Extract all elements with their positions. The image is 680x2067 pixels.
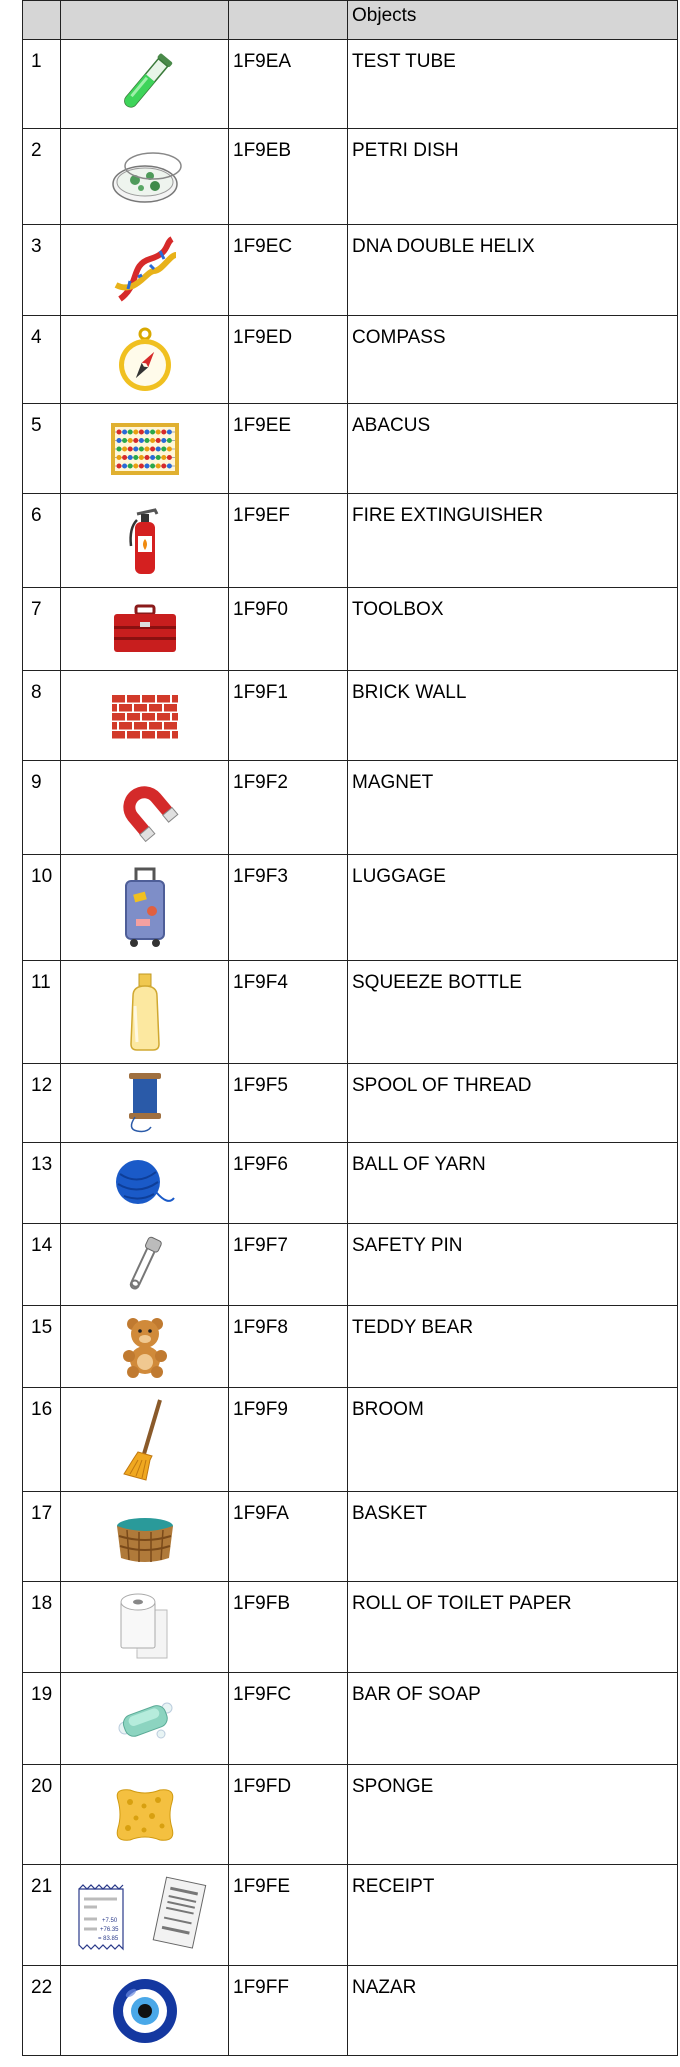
table-row <box>23 316 678 404</box>
teddy-bear-icon <box>117 1316 173 1378</box>
code-cell: 1F9FE <box>229 1865 348 1966</box>
name-cell: ROLL OF TOILET PAPER <box>348 1582 678 1673</box>
table-row <box>23 961 678 1064</box>
table-row <box>23 1388 678 1492</box>
receipt-line-2: +76.35 <box>99 1927 119 1933</box>
toilet-paper-icon <box>115 1592 175 1662</box>
code-cell: 1F9EA <box>229 40 348 129</box>
row-number: 10 <box>23 855 61 961</box>
row-number: 17 <box>23 1492 61 1582</box>
table-row <box>23 1582 678 1673</box>
code-cell: 1F9FC <box>229 1673 348 1765</box>
row-number: 4 <box>23 316 61 404</box>
code-cell: 1F9F8 <box>229 1306 348 1388</box>
row-number: 20 <box>23 1765 61 1865</box>
code-cell: 1F9F7 <box>229 1224 348 1306</box>
receipt-line-3: = 83.85 <box>97 1936 118 1942</box>
luggage-icon <box>122 867 168 949</box>
table-row <box>23 855 678 961</box>
row-number: 9 <box>23 761 61 855</box>
row-number: 21 <box>23 1865 61 1966</box>
toolbox-icon <box>112 604 178 654</box>
code-cell: 1F9FA <box>229 1492 348 1582</box>
table-row <box>23 225 678 316</box>
dna-icon <box>110 235 180 305</box>
table-row <box>23 1966 678 2056</box>
table-row <box>23 1143 678 1224</box>
safety-pin-icon <box>125 1235 165 1295</box>
table-row <box>23 761 678 855</box>
broom-icon <box>120 1398 170 1482</box>
table-row <box>23 1064 678 1143</box>
table-row <box>23 494 678 588</box>
name-cell: BRICK WALL <box>348 671 678 761</box>
name-cell: NAZAR <box>348 1966 678 2056</box>
name-cell: TEST TUBE <box>348 40 678 129</box>
row-number: 18 <box>23 1582 61 1673</box>
code-cell: 1F9F3 <box>229 855 348 961</box>
magnet-icon <box>110 773 180 843</box>
table-row <box>23 671 678 761</box>
row-number: 7 <box>23 588 61 671</box>
name-cell: MAGNET <box>348 761 678 855</box>
row-number: 13 <box>23 1143 61 1224</box>
squeeze-bottle-icon <box>125 972 165 1052</box>
code-cell: 1F9F4 <box>229 961 348 1064</box>
name-cell: FIRE EXTINGUISHER <box>348 494 678 588</box>
receipt-line-1: +7.50 <box>101 1918 117 1924</box>
header-code <box>229 1 348 40</box>
code-cell: 1F9FD <box>229 1765 348 1865</box>
table-row <box>23 404 678 494</box>
name-cell: DNA DOUBLE HELIX <box>348 225 678 316</box>
code-cell: 1F9F6 <box>229 1143 348 1224</box>
name-cell: SQUEEZE BOTTLE <box>348 961 678 1064</box>
test-tube-icon <box>108 48 182 120</box>
name-cell: TOOLBOX <box>348 588 678 671</box>
name-cell: TEDDY BEAR <box>348 1306 678 1388</box>
name-cell: BAR OF SOAP <box>348 1673 678 1765</box>
row-number: 3 <box>23 225 61 316</box>
row-number: 16 <box>23 1388 61 1492</box>
sponge-icon <box>110 1784 180 1846</box>
basket-icon <box>113 1510 177 1564</box>
code-cell: 1F9F2 <box>229 761 348 855</box>
objects-table <box>22 0 678 2056</box>
row-number: 11 <box>23 961 61 1064</box>
row-number: 6 <box>23 494 61 588</box>
table-row <box>23 588 678 671</box>
soap-icon <box>111 1694 179 1744</box>
name-cell: PETRI DISH <box>348 129 678 225</box>
yarn-icon <box>112 1156 178 1210</box>
name-cell: LUGGAGE <box>348 855 678 961</box>
table-row <box>23 1492 678 1582</box>
row-number: 22 <box>23 1966 61 2056</box>
receipt-icon <box>75 1875 215 1955</box>
fire-extinguisher-icon <box>125 506 165 576</box>
header-objects: Objects <box>348 1 678 40</box>
name-cell: BASKET <box>348 1492 678 1582</box>
row-number: 1 <box>23 40 61 129</box>
row-number: 5 <box>23 404 61 494</box>
header-row <box>23 1 678 40</box>
table-row <box>23 1865 678 1966</box>
name-cell: BROOM <box>348 1388 678 1492</box>
row-number: 14 <box>23 1224 61 1306</box>
row-number: 12 <box>23 1064 61 1143</box>
name-cell: SPOOL OF THREAD <box>348 1064 678 1143</box>
row-number: 8 <box>23 671 61 761</box>
row-number: 19 <box>23 1673 61 1765</box>
header-num <box>23 1 61 40</box>
code-cell: 1F9FF <box>229 1966 348 2056</box>
name-cell: SPONGE <box>348 1765 678 1865</box>
table-row <box>23 1224 678 1306</box>
table-row <box>23 1306 678 1388</box>
brick-wall-icon <box>112 693 178 739</box>
row-number: 15 <box>23 1306 61 1388</box>
header-image <box>61 1 229 40</box>
table-row <box>23 40 678 129</box>
name-cell: ABACUS <box>348 404 678 494</box>
compass-icon <box>115 327 175 393</box>
code-cell: 1F9F5 <box>229 1064 348 1143</box>
code-cell: 1F9EC <box>229 225 348 316</box>
table-row <box>23 1765 678 1865</box>
table-row <box>23 129 678 225</box>
name-cell: COMPASS <box>348 316 678 404</box>
code-cell: 1F9F9 <box>229 1388 348 1492</box>
name-cell: SAFETY PIN <box>348 1224 678 1306</box>
name-cell: RECEIPT <box>348 1865 678 1966</box>
code-cell: 1F9EB <box>229 129 348 225</box>
code-cell: 1F9EF <box>229 494 348 588</box>
abacus-icon <box>111 423 179 475</box>
code-cell: 1F9FB <box>229 1582 348 1673</box>
nazar-icon <box>111 1977 179 2045</box>
code-cell: 1F9EE <box>229 404 348 494</box>
code-cell: 1F9F1 <box>229 671 348 761</box>
name-cell: BALL OF YARN <box>348 1143 678 1224</box>
petri-dish-icon <box>105 146 185 208</box>
table-row <box>23 1673 678 1765</box>
code-cell: 1F9F0 <box>229 588 348 671</box>
spool-icon <box>123 1071 167 1135</box>
row-number: 2 <box>23 129 61 225</box>
code-cell: 1F9ED <box>229 316 348 404</box>
